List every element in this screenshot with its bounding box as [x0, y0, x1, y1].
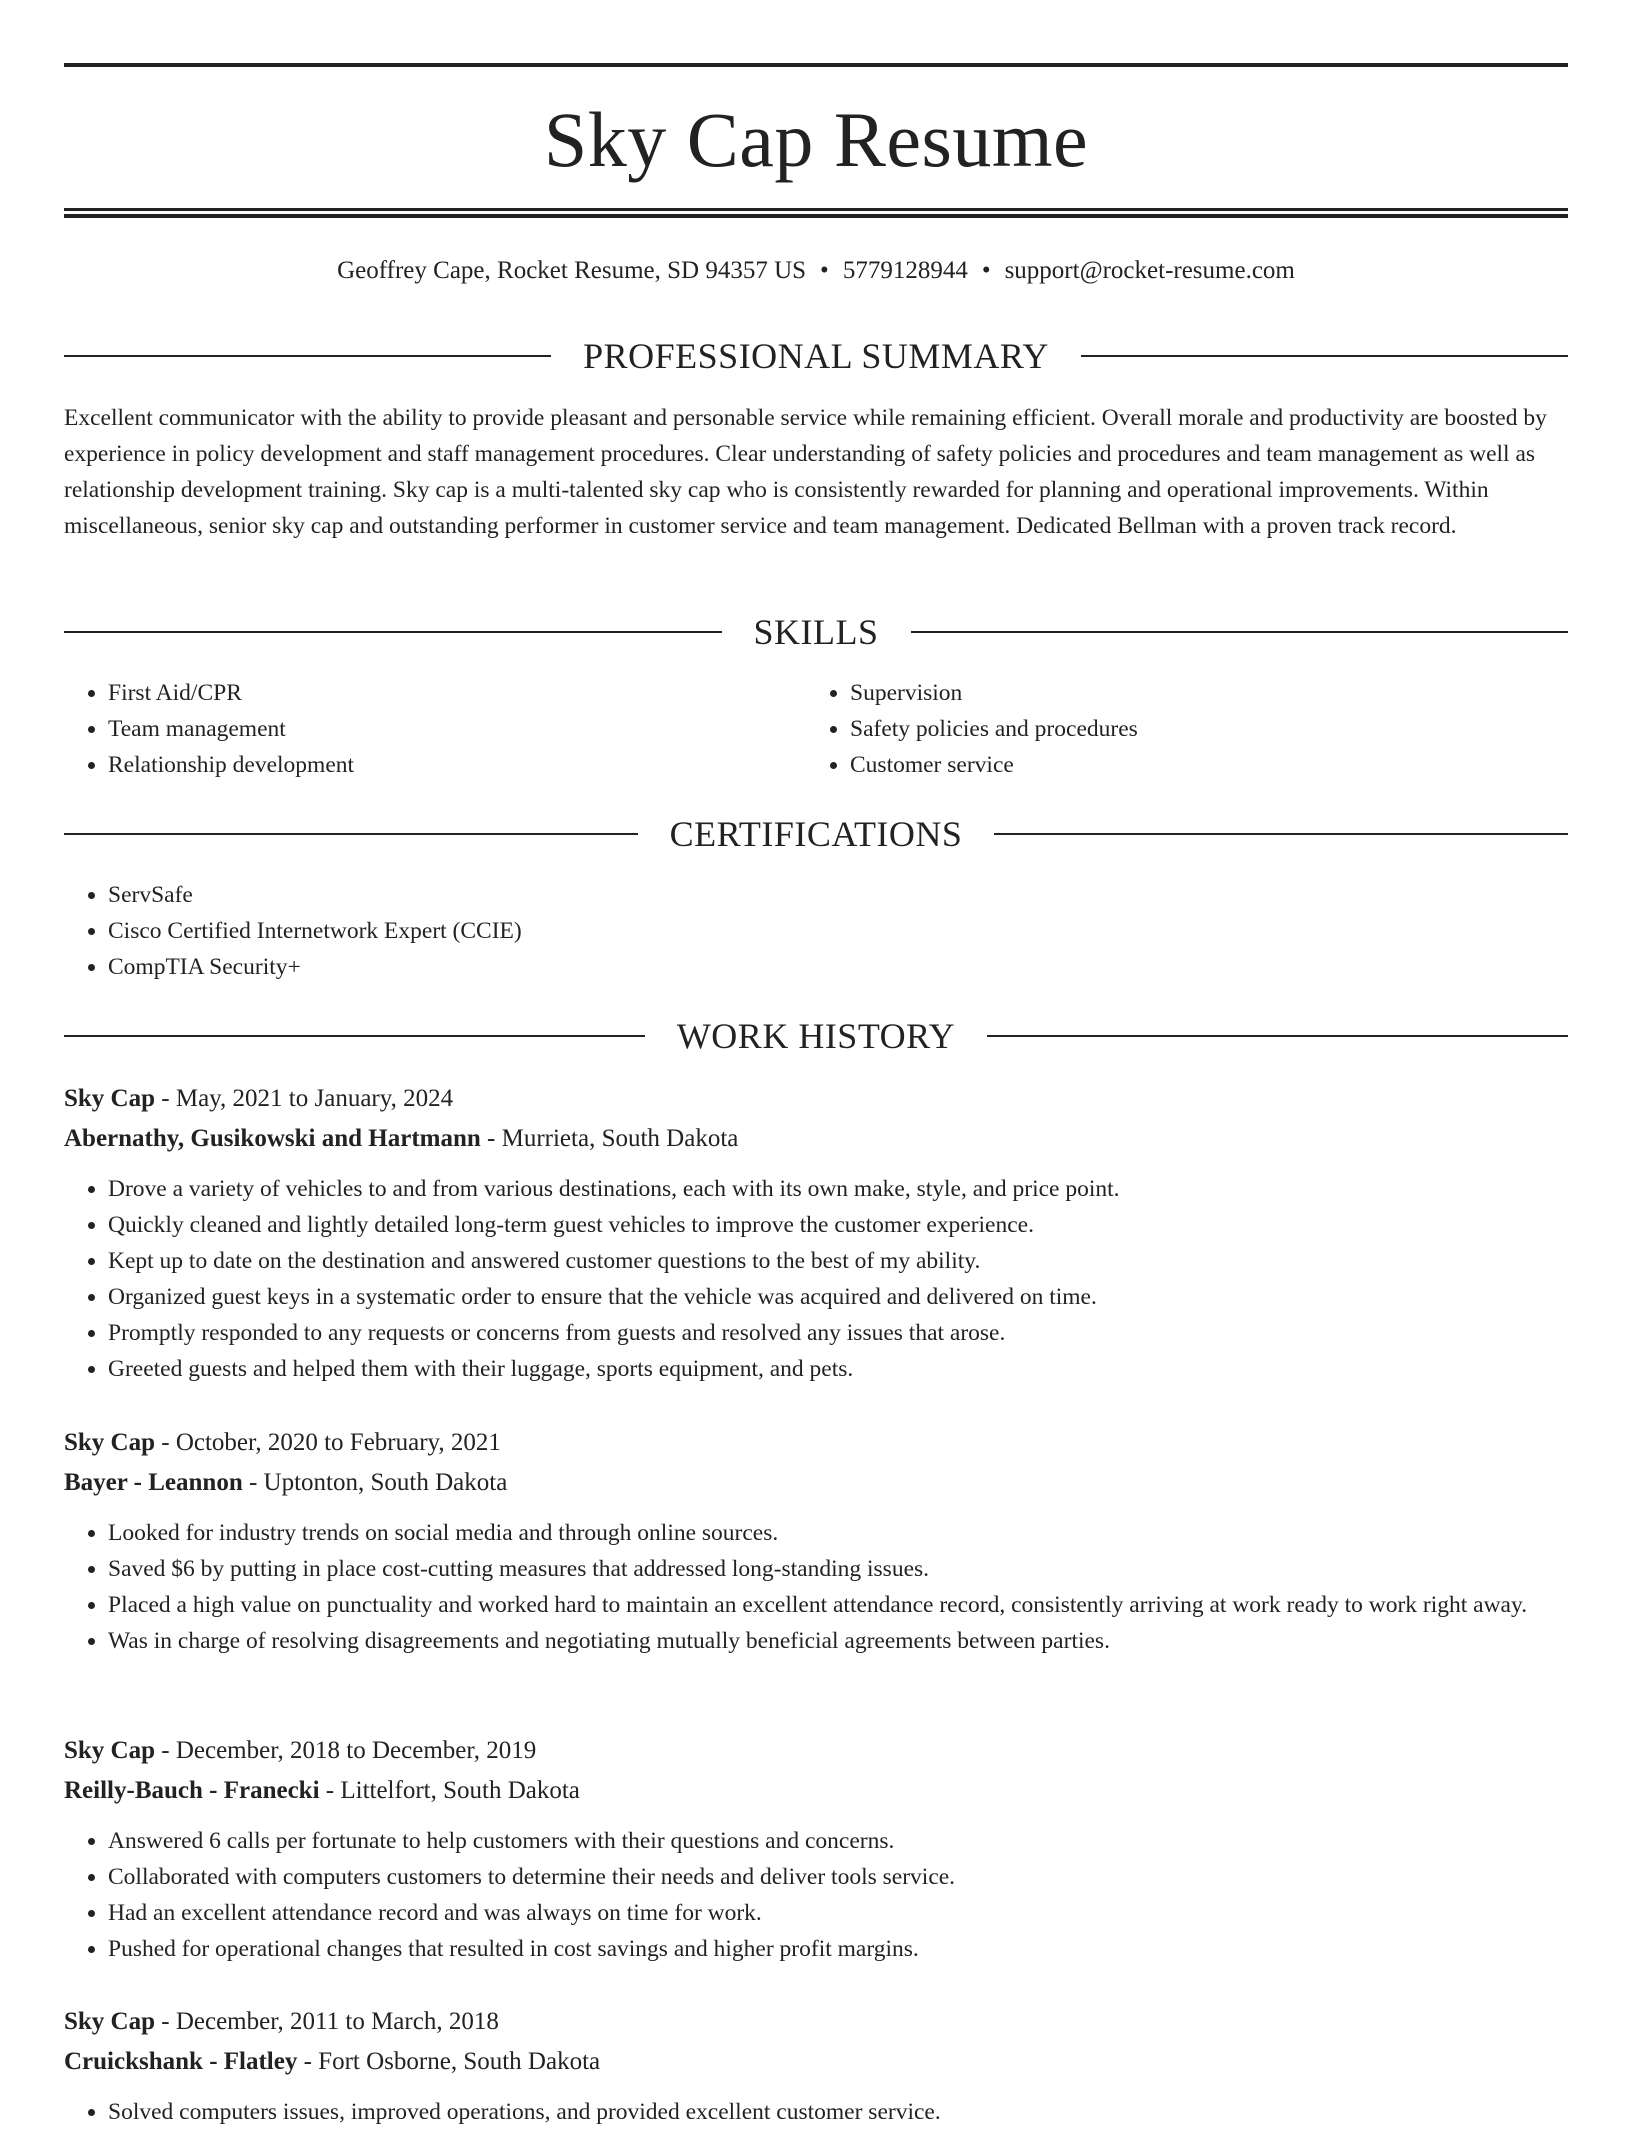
job-bullets [64, 1171, 1568, 1387]
summary-heading: PROFESSIONAL SUMMARY [583, 336, 1049, 376]
heading-rule-right [994, 833, 1568, 835]
job-company: Reilly-Bauch - Franecki [64, 1777, 320, 1804]
job-company-line [64, 1119, 1568, 1159]
job-bullets [64, 1823, 1568, 1967]
job-entry [64, 1079, 1568, 1387]
job-bullet: • Saved $6 by putting in place cost-cutting measures that addressed long-standing issues. [108, 1551, 1568, 1587]
work-section-heading [64, 1014, 1568, 1058]
certification-item: • Cisco Certified Internetwork Expert (CCIE) [108, 913, 1568, 949]
certifications-list [64, 877, 1568, 985]
job-bullet: • Drove a variety of vehicles to and from various destinations, each with its own make, style, and price point. [108, 1171, 1568, 1207]
job-dates: - December, 2018 to December, 2019 [155, 1737, 537, 1764]
heading-rule-right [911, 631, 1569, 633]
skill-item: • Supervision [850, 675, 1566, 711]
job-bullets [64, 1515, 1568, 1659]
job-dates: - October, 2020 to February, 2021 [155, 1429, 501, 1456]
skill-item: • Customer service [850, 747, 1566, 783]
job-bullet: • Promptly responded to any requests or concerns from guests and resolved any issues that arose. [108, 1315, 1568, 1351]
job-entry [64, 2002, 1568, 2130]
job-bullet: • Organized guest keys in a systematic order to ensure that the vehicle was acquired and delivered on time. [108, 1279, 1568, 1315]
skill-item: • Relationship development [108, 747, 804, 783]
job-entry [64, 1423, 1568, 1659]
job-dates: - May, 2021 to January, 2024 [155, 1085, 454, 1112]
skills-column-left [64, 675, 804, 783]
heading-rule-left [64, 1035, 645, 1037]
job-bullet: • Greeted guests and helped them with their luggage, sports equipment, and pets. [108, 1351, 1568, 1387]
job-location: - Littelfort, South Dakota [319, 1777, 580, 1804]
certifications-block [64, 877, 1568, 985]
job-title-line [64, 1079, 1568, 1119]
skill-item: • Safety policies and procedures [850, 711, 1566, 747]
job-title-line [64, 2002, 1568, 2042]
job-location: - Fort Osborne, South Dakota [297, 2048, 601, 2075]
skills-list-right [806, 675, 1566, 783]
job-bullets [64, 2094, 1568, 2130]
work-heading: WORK HISTORY [676, 1016, 956, 1056]
summary-section-heading [64, 334, 1568, 378]
job-dates: - December, 2011 to March, 2018 [155, 2008, 499, 2035]
contact-line [64, 254, 1568, 288]
job-title-line [64, 1731, 1568, 1771]
job-bullet: • Was in charge of resolving disagreements and negotiating mutually beneficial agreements between parties. [108, 1623, 1568, 1659]
job-bullet: • Pushed for operational changes that resulted in cost savings and higher profit margins. [108, 1931, 1568, 1967]
job-bullet: • Kept up to date on the destination and answered customer questions to the best of my ability. [108, 1243, 1568, 1279]
job-title: Sky Cap [64, 1085, 156, 1112]
header-double-rule [64, 208, 1568, 218]
job-bullet: • Looked for industry trends on social media and through online sources. [108, 1515, 1568, 1551]
certifications-heading: CERTIFICATIONS [669, 814, 963, 854]
job-company: Abernathy, Gusikowski and Hartmann [64, 1125, 481, 1152]
job-company-line [64, 2042, 1568, 2082]
job-bullet: • Had an excellent attendance record and was always on time for work. [108, 1895, 1568, 1931]
skill-item: • First Aid/CPR [108, 675, 804, 711]
job-title: Sky Cap [64, 1429, 156, 1456]
job-bullet: • Solved computers issues, improved operations, and provided excellent customer service. [108, 2094, 1568, 2130]
skills-list-left [64, 675, 804, 783]
job-title: Sky Cap [64, 2008, 156, 2035]
job-company: Cruickshank - Flatley [64, 2048, 298, 2075]
job-bullet: • Placed a high value on punctuality and worked hard to maintain an excellent attendance record, consistently arriving at work ready to work right away. [108, 1587, 1568, 1623]
job-company-line [64, 1463, 1568, 1503]
job-bullet: • Collaborated with computers customers to determine their needs and deliver tools service. [108, 1859, 1568, 1895]
heading-rule-left [64, 833, 638, 835]
contact-separator: • [981, 257, 991, 284]
skills-section-heading [64, 610, 1568, 654]
job-location: - Uptonton, South Dakota [242, 1469, 508, 1496]
job-location: - Murrieta, South Dakota [480, 1125, 739, 1152]
job-bullet: • Answered 6 calls per fortunate to help customers with their questions and concerns. [108, 1823, 1568, 1859]
skill-item: • Team management [108, 711, 804, 747]
heading-rule-right [1081, 355, 1568, 357]
contact-phone: 5779128944 [842, 257, 968, 284]
skills-column-right [806, 675, 1566, 783]
contact-separator: • [820, 257, 829, 284]
heading-rule-right [987, 1035, 1568, 1037]
skills-heading: SKILLS [753, 612, 879, 652]
contact-address: Geoffrey Cape, Rocket Resume, SD 94357 US [337, 257, 807, 284]
job-title-line [64, 1423, 1568, 1463]
job-bullet: • Quickly cleaned and lightly detailed long-term guest vehicles to improve the customer experience. [108, 1207, 1568, 1243]
header-top-rule [64, 63, 1568, 67]
job-entry [64, 1731, 1568, 1967]
resume-title: Sky Cap Resume [543, 96, 1089, 183]
summary-text: Excellent communicator with the ability to provide pleasant and personable service while remaining efficient. Overall morale and productivity are boosted by experience in policy development and staff management procedures. Clear understanding of safety policies and procedures and team management as well as relationship development training. Sky cap is a multi-talented sky cap who is consistently rewarded for planning and operational improvements. Within miscellaneous, senior sky cap and outstanding performer in customer service and team management. Dedicated Bellman with a proven track record. [64, 405, 1547, 539]
job-title: Sky Cap [64, 1737, 156, 1764]
job-company: Bayer - Leannon [64, 1469, 243, 1496]
job-company-line [64, 1771, 1568, 1811]
heading-rule-left [64, 355, 551, 357]
heading-rule-left [64, 631, 722, 633]
certification-item: • ServSafe [108, 877, 1568, 913]
certification-item: • CompTIA Security+ [108, 949, 1568, 985]
certifications-section-heading [64, 812, 1568, 856]
contact-email: support@rocket-resume.com [1004, 257, 1295, 284]
